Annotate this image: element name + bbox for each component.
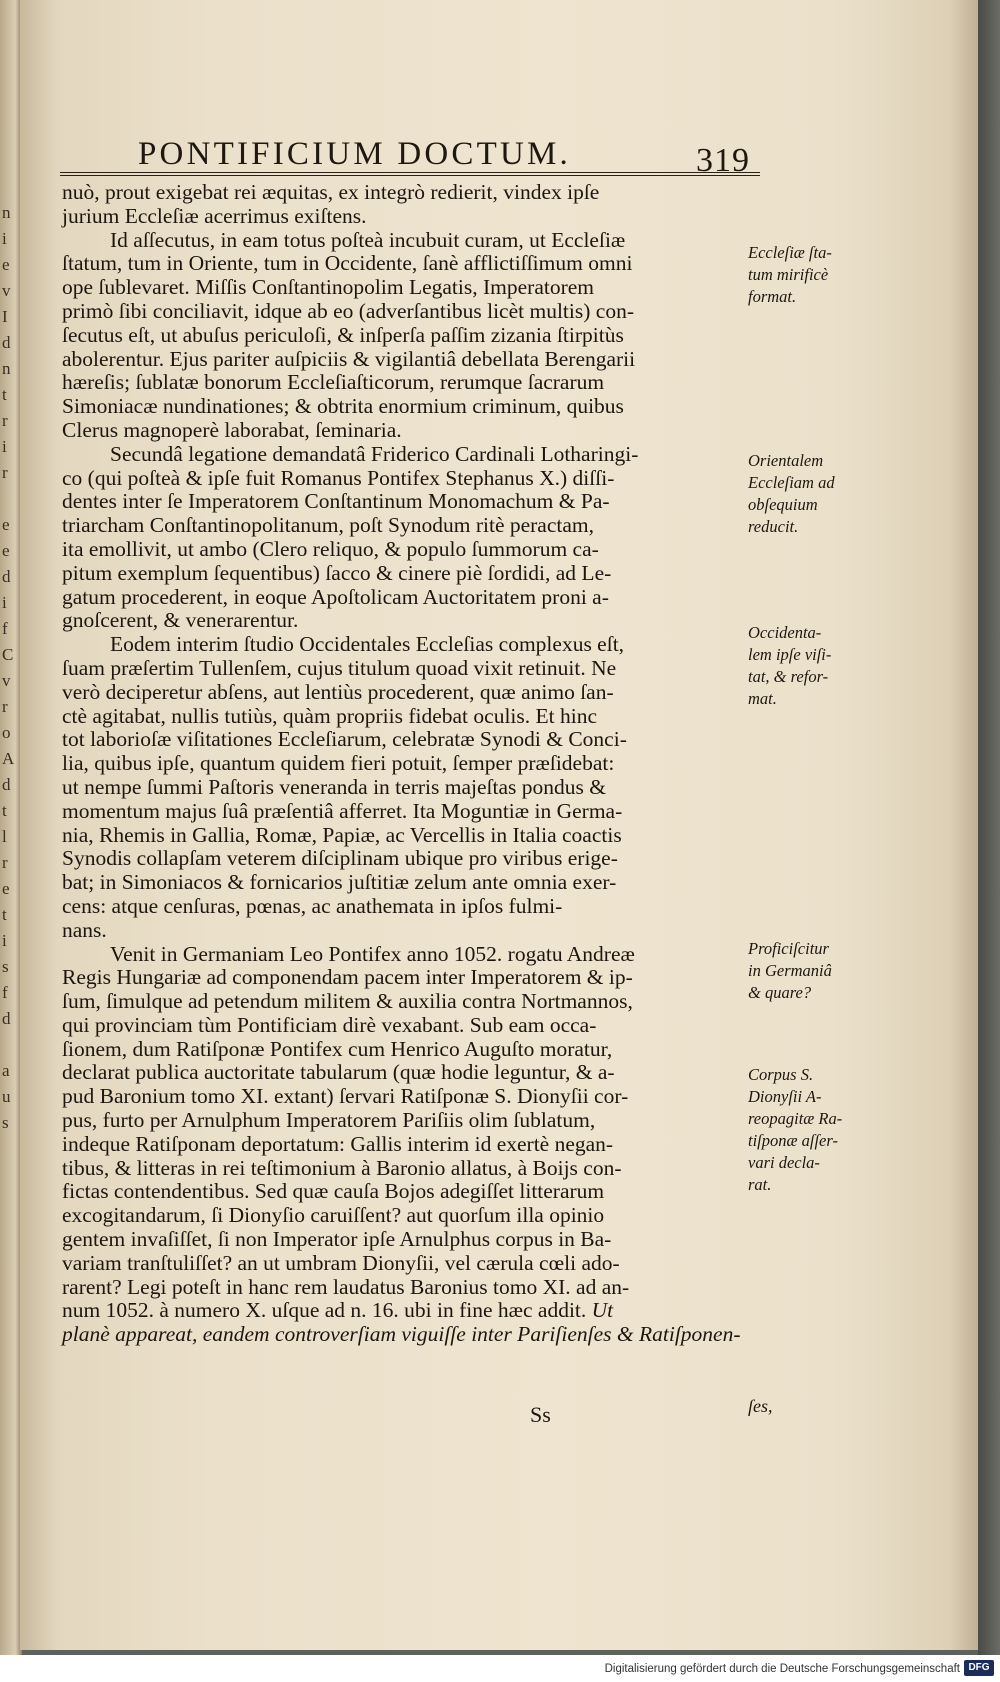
margin-note-line: Proficiſcitur bbox=[748, 939, 829, 958]
text-line bbox=[62, 1109, 742, 1133]
line-text: nia, Rhemis in Gallia, Romæ, Papiæ, ac Vercellis in Italia coactis bbox=[62, 822, 622, 847]
line-text: bat; in Simoniacos & fornicarios juſtitiæ zelum ante omnia exer- bbox=[62, 870, 617, 895]
text-line bbox=[62, 705, 742, 729]
line-text: gnoſcerent, & venerarentur. bbox=[62, 608, 299, 633]
line-text: primò ſibi conciliavit, idque ab eo (adverſantibus licèt multis) con- bbox=[62, 298, 634, 323]
margin-note-line: tum mirificè bbox=[748, 265, 829, 284]
line-text: Clerus magnoperè laborabat, ſeminaria. bbox=[62, 417, 402, 442]
text-line bbox=[62, 538, 742, 562]
footer-credit: Digitalisierung gefördert durch die Deutsche Forschungsgemeinschaft bbox=[604, 1663, 960, 1675]
signature-mark: Ss bbox=[530, 1402, 551, 1427]
text-line bbox=[62, 847, 742, 871]
line-text: num 1052. à numero X. uſque ad n. 16. ubi in fine hæc addit. bbox=[62, 1298, 587, 1323]
margin-note-line: rat. bbox=[748, 1175, 772, 1194]
text-line bbox=[62, 1133, 742, 1157]
line-text: cens: atque cenſuras, pœnas, ac anathemata in ipſos fulmi- bbox=[62, 893, 563, 918]
line-text: ctè agitabat, nullis tutiùs, quàm propriis fidebat oculis. Et hinc bbox=[62, 703, 598, 728]
margin-note-line: vari decla- bbox=[748, 1153, 820, 1172]
margin-note-line: in Germaniâ bbox=[748, 961, 832, 980]
header-rule bbox=[60, 172, 760, 176]
text-line bbox=[62, 514, 742, 538]
margin-note-line: tiſponæ aſſer- bbox=[748, 1131, 838, 1150]
margin-note bbox=[748, 1064, 858, 1196]
text-line bbox=[62, 562, 742, 586]
line-text: ita emollivit, ut ambo (Clero reliquo, & populo ſummorum ca- bbox=[62, 536, 599, 561]
margin-note-line: reducit. bbox=[748, 517, 799, 536]
text-line bbox=[62, 1157, 742, 1181]
line-text: nans. bbox=[62, 917, 107, 942]
margin-note-line: mat. bbox=[748, 689, 777, 708]
text-line bbox=[62, 800, 742, 824]
text-line bbox=[62, 1085, 742, 1109]
previous-page-edge bbox=[0, 0, 22, 1655]
text-line bbox=[62, 419, 742, 443]
text-line bbox=[62, 181, 742, 205]
text-line bbox=[62, 348, 742, 372]
margin-note-line: Eccleſiæ ſta- bbox=[748, 243, 832, 262]
text-line bbox=[62, 276, 742, 300]
text-line bbox=[62, 609, 742, 633]
text-line bbox=[62, 681, 742, 705]
text-line bbox=[62, 919, 742, 943]
text-line bbox=[62, 943, 742, 967]
dfg-logo: DFG bbox=[964, 1660, 994, 1676]
page-shadow bbox=[978, 0, 1000, 1655]
text-line bbox=[62, 1061, 742, 1085]
line-text: excogitandarum, ſi Dionyſio caruiſſent? aut quorſum illa opinio bbox=[62, 1203, 605, 1228]
text-line bbox=[62, 467, 742, 491]
margin-note bbox=[748, 450, 858, 538]
text-line bbox=[62, 1299, 742, 1323]
line-text: triarcham Conſtantinopolitanum, poſt Synodum ritè peractam, bbox=[62, 513, 595, 538]
text-line bbox=[62, 1228, 742, 1252]
line-text: fictas contendentibus. Sed quæ cauſa Bojos adegiſſet litterarum bbox=[62, 1179, 605, 1204]
line-text: ſum, ſimulque ad petendum militem & auxilia contra Nortmannos, bbox=[62, 989, 633, 1014]
text-line bbox=[62, 752, 742, 776]
line-text: Secundâ legatione demandatâ Friderico Cardinali Lotharingi- bbox=[110, 441, 639, 466]
line-text: ſuam præſertim Tullenſem, cujus titulum quoad vixit retinuit. Ne bbox=[62, 655, 617, 680]
margin-note bbox=[748, 938, 858, 1004]
text-line bbox=[62, 300, 742, 324]
text-line bbox=[62, 728, 742, 752]
line-text: verò deciperetur abſens, aut lentiùs procederent, quæ animo ſan- bbox=[62, 679, 614, 704]
line-text: momentum majus ſuâ præſentiâ afferret. Ita Moguntiæ in Germa- bbox=[62, 798, 623, 823]
text-line bbox=[62, 776, 742, 800]
line-text: declarat publica auctoritate tabularum (quæ hodie leguntur, & a- bbox=[62, 1060, 615, 1085]
text-line bbox=[62, 252, 742, 276]
text-line bbox=[62, 1204, 742, 1228]
line-text: dentes inter ſe Imperatorem Conſtantinum Monomachum & Pa- bbox=[62, 489, 610, 514]
text-line bbox=[62, 586, 742, 610]
margin-note-line: reopagitæ Ra- bbox=[748, 1109, 843, 1128]
line-text: ſecutus eſt, ut abuſus periculoſi, & inſperſa paſſim zizania ſtirpitùs bbox=[62, 322, 624, 347]
line-text: Id aſſecutus, in eam totus poſteà incubuit curam, ut Eccleſiæ bbox=[110, 227, 626, 252]
text-line bbox=[62, 633, 742, 657]
text-line bbox=[62, 895, 742, 919]
margin-note-line: Orientalem bbox=[748, 451, 824, 470]
text-line bbox=[62, 871, 742, 895]
italic-text: planè appareat, eandem controverſiam viguiſſe inter Pariſienſes & Ratiſponen- bbox=[62, 1322, 741, 1347]
line-text: nuò, prout exigebat rei æquitas, ex integrò redierit, vindex ipſe bbox=[62, 180, 600, 204]
margin-note bbox=[748, 622, 858, 710]
line-text: variam tranſtuliſſet? an ut umbram Dionyſii, vel cærula cœli ado- bbox=[62, 1250, 620, 1275]
margin-note-line: tat, & refor- bbox=[748, 667, 829, 686]
line-text: Simoniacæ nundinationes; & obtrita enormium criminum, quibus bbox=[62, 394, 624, 419]
line-text: co (qui poſteà & ipſe fuit Romanus Pontifex Stephanus X.) diſſi- bbox=[62, 465, 615, 490]
body-text bbox=[62, 181, 742, 1347]
running-head: PONTIFICIUM DOCTUM. bbox=[138, 136, 571, 172]
line-text: Synodis collapſam veterem diſciplinam ubique pro viribus erige- bbox=[62, 846, 618, 871]
line-text: ope ſublevaret. Miſſis Conſtantinopolim Legatis, Imperatorem bbox=[62, 275, 595, 300]
text-line bbox=[62, 1014, 742, 1038]
margin-note-line: Occidenta- bbox=[748, 623, 822, 642]
line-text: jurium Eccleſiæ acerrimus exiſtens. bbox=[62, 203, 367, 228]
page-number: 319 bbox=[696, 142, 750, 179]
text-line bbox=[62, 1276, 742, 1300]
line-text: gentem invaſiſſet, ſi non Imperator ipſe Arnulphus corpus in Ba- bbox=[62, 1227, 612, 1252]
line-text: ut nempe ſummi Paſtoris veneranda in terris majeſtas pondus & bbox=[62, 774, 606, 799]
line-text: Venit in Germaniam Leo Pontifex anno 1052. rogatu Andreæ bbox=[110, 941, 635, 966]
margin-note-line: obſequium bbox=[748, 495, 818, 514]
line-text: ſtatum, tum in Oriente, tum in Occidente, ſanè afflictiſſimum omni bbox=[62, 251, 633, 276]
margin-note-line: & quare? bbox=[748, 983, 812, 1002]
text-line bbox=[62, 1323, 742, 1347]
margin-note-line: Dionyſii A- bbox=[748, 1087, 822, 1106]
line-text: lia, quibus ipſe, quantum quidem fieri potuit, ſemper præſidebat: bbox=[62, 751, 615, 776]
margin-note-line: format. bbox=[748, 287, 797, 306]
text-line bbox=[62, 324, 742, 348]
margin-note-line: Eccleſiam ad bbox=[748, 473, 835, 492]
text-line bbox=[62, 395, 742, 419]
line-text: indeque Ratiſponam deportatum: Gallis interim id exertè negan- bbox=[62, 1131, 614, 1156]
text-line bbox=[62, 990, 742, 1014]
line-text: pus, furto per Arnulphum Imperatorem Pariſiis olim ſublatum, bbox=[62, 1108, 596, 1133]
line-text: Regis Hungariæ ad componendam pacem inter Imperatorem & ip- bbox=[62, 965, 633, 990]
line-text: ſionem, dum Ratiſponæ Pontifex cum Henrico Auguſto moratur, bbox=[62, 1036, 613, 1061]
line-text: tot laborioſæ viſitationes Eccleſiarum, celebratæ Synodi & Conci- bbox=[62, 727, 627, 752]
line-text: pud Baronium tomo XI. extant) ſervari Ratiſponæ S. Dionyſii cor- bbox=[62, 1084, 629, 1109]
line-text: tibus, & litteras in rei teſtimonium à Baronio allatus, à Boijs con- bbox=[62, 1155, 622, 1180]
text-line bbox=[62, 490, 742, 514]
margin-note-line: Corpus S. bbox=[748, 1065, 814, 1084]
gutter-text-fragments: n i e v I d n t r i r e e d i f C v r o A d t l r e t i s f d a u s bbox=[2, 203, 13, 1132]
line-text: gatum procederent, in eoque Apoſtolicam Auctoritatem proni a- bbox=[62, 584, 609, 609]
text-line bbox=[62, 1180, 742, 1204]
book-page bbox=[20, 0, 978, 1650]
text-line bbox=[62, 371, 742, 395]
text-line bbox=[62, 229, 742, 253]
text-line bbox=[62, 205, 742, 229]
line-text: abolerentur. Ejus pariter auſpiciis & vigilantiâ debellata Berengarii bbox=[62, 346, 636, 371]
text-line bbox=[62, 657, 742, 681]
text-line bbox=[62, 1038, 742, 1062]
line-text: hæreſis; ſublatæ bonorum Eccleſiaſticorum, rerumque ſacrarum bbox=[62, 370, 605, 395]
italic-text: Ut bbox=[591, 1298, 614, 1323]
text-line bbox=[62, 824, 742, 848]
text-line bbox=[62, 966, 742, 990]
line-text: qui provinciam tùm Pontificiam dirè vexabant. Sub eam occa- bbox=[62, 1012, 597, 1037]
margin-note bbox=[748, 242, 858, 308]
margin-note-line: lem ipſe viſi- bbox=[748, 645, 832, 664]
line-text: rarent? Legi poteſt in hanc rem laudatus Baronius tomo XI. ad an- bbox=[62, 1274, 630, 1299]
line-text: Eodem interim ſtudio Occidentales Eccleſias complexus eſt, bbox=[110, 632, 625, 657]
text-line bbox=[62, 1252, 742, 1276]
text-line bbox=[62, 443, 742, 467]
catchword: ſes, bbox=[748, 1396, 773, 1416]
line-text: pitum exemplum ſequentibus) ſacco & cinere piè ſordidi, ad Le- bbox=[62, 560, 612, 585]
